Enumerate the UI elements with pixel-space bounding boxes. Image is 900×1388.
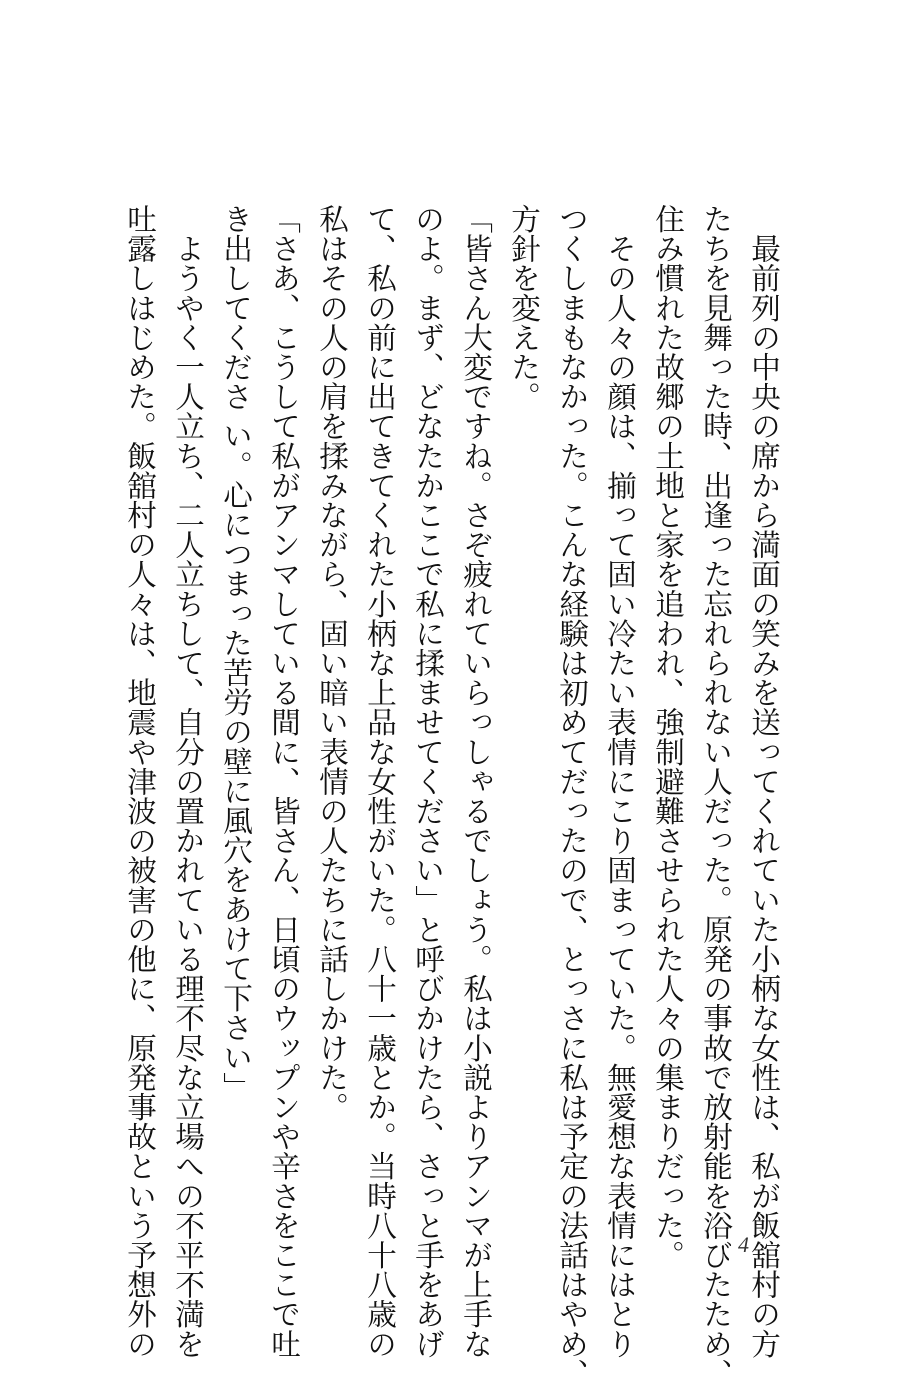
text-line-5: つくしまもなかった。こんな経験は初めてだったので、とっさに私は予定の法話はやめ、: [555, 204, 589, 1388]
text-line-4: その人々の顔は、揃って固い冷たい表情にこり固まっていた。無愛想な表情にはとり: [603, 204, 637, 1359]
text-line-2: たちを見舞った時、出逢った忘れられない人だった。原発の事故で放射能を浴びたため、: [699, 204, 733, 1388]
text-line-12: き出してくださ い。心につまった苦労の壁に風穴をあけて下さい」: [219, 204, 253, 1102]
text-line-14: 吐露しはじめた。飯舘村の人々は、地震や津波の被害の他に、原発事故という予想外の: [123, 204, 157, 1359]
vertical-text-body: [116, 204, 788, 1388]
text-line-13: ようやく一人立ち、二人立ちして、自分の置かれている理不尽な立場への不平不満を: [171, 204, 205, 1359]
text-line-6: 方針を変えた。: [507, 204, 541, 412]
text-line-11: 「さあ、こうして私がアンマしている間に、皆さん、日頃のウップンや辛さをここで吐: [267, 204, 301, 1359]
text-line-7: 「皆さん大変ですね。さぞ疲れていらっしゃるでしょう。私は小説よりアンマが上手な: [459, 204, 493, 1359]
text-line-10: 私はその人の肩を揉みながら、固い暗い表情の人たちに話しかけた。: [315, 204, 349, 1122]
text-line-1: 最前列の中央の席から満面の笑みを送ってくれていた小柄な女性は、私が飯舘村の方: [747, 204, 781, 1359]
text-line-9: て、私の前に出てきてくれた小柄な上品な女性がいた。八十一歳とか。当時八十八歳の: [363, 204, 397, 1359]
text-line-3: 住み慣れた故郷の土地と家を追われ、強制避難させられた人々の集まりだった。: [651, 204, 685, 1270]
page-number: 4: [738, 1232, 749, 1257]
text-line-8: のよ。まず、どなたかここで私に揉ませてください」と呼びかけたら、さっと手をあげ: [411, 204, 445, 1359]
